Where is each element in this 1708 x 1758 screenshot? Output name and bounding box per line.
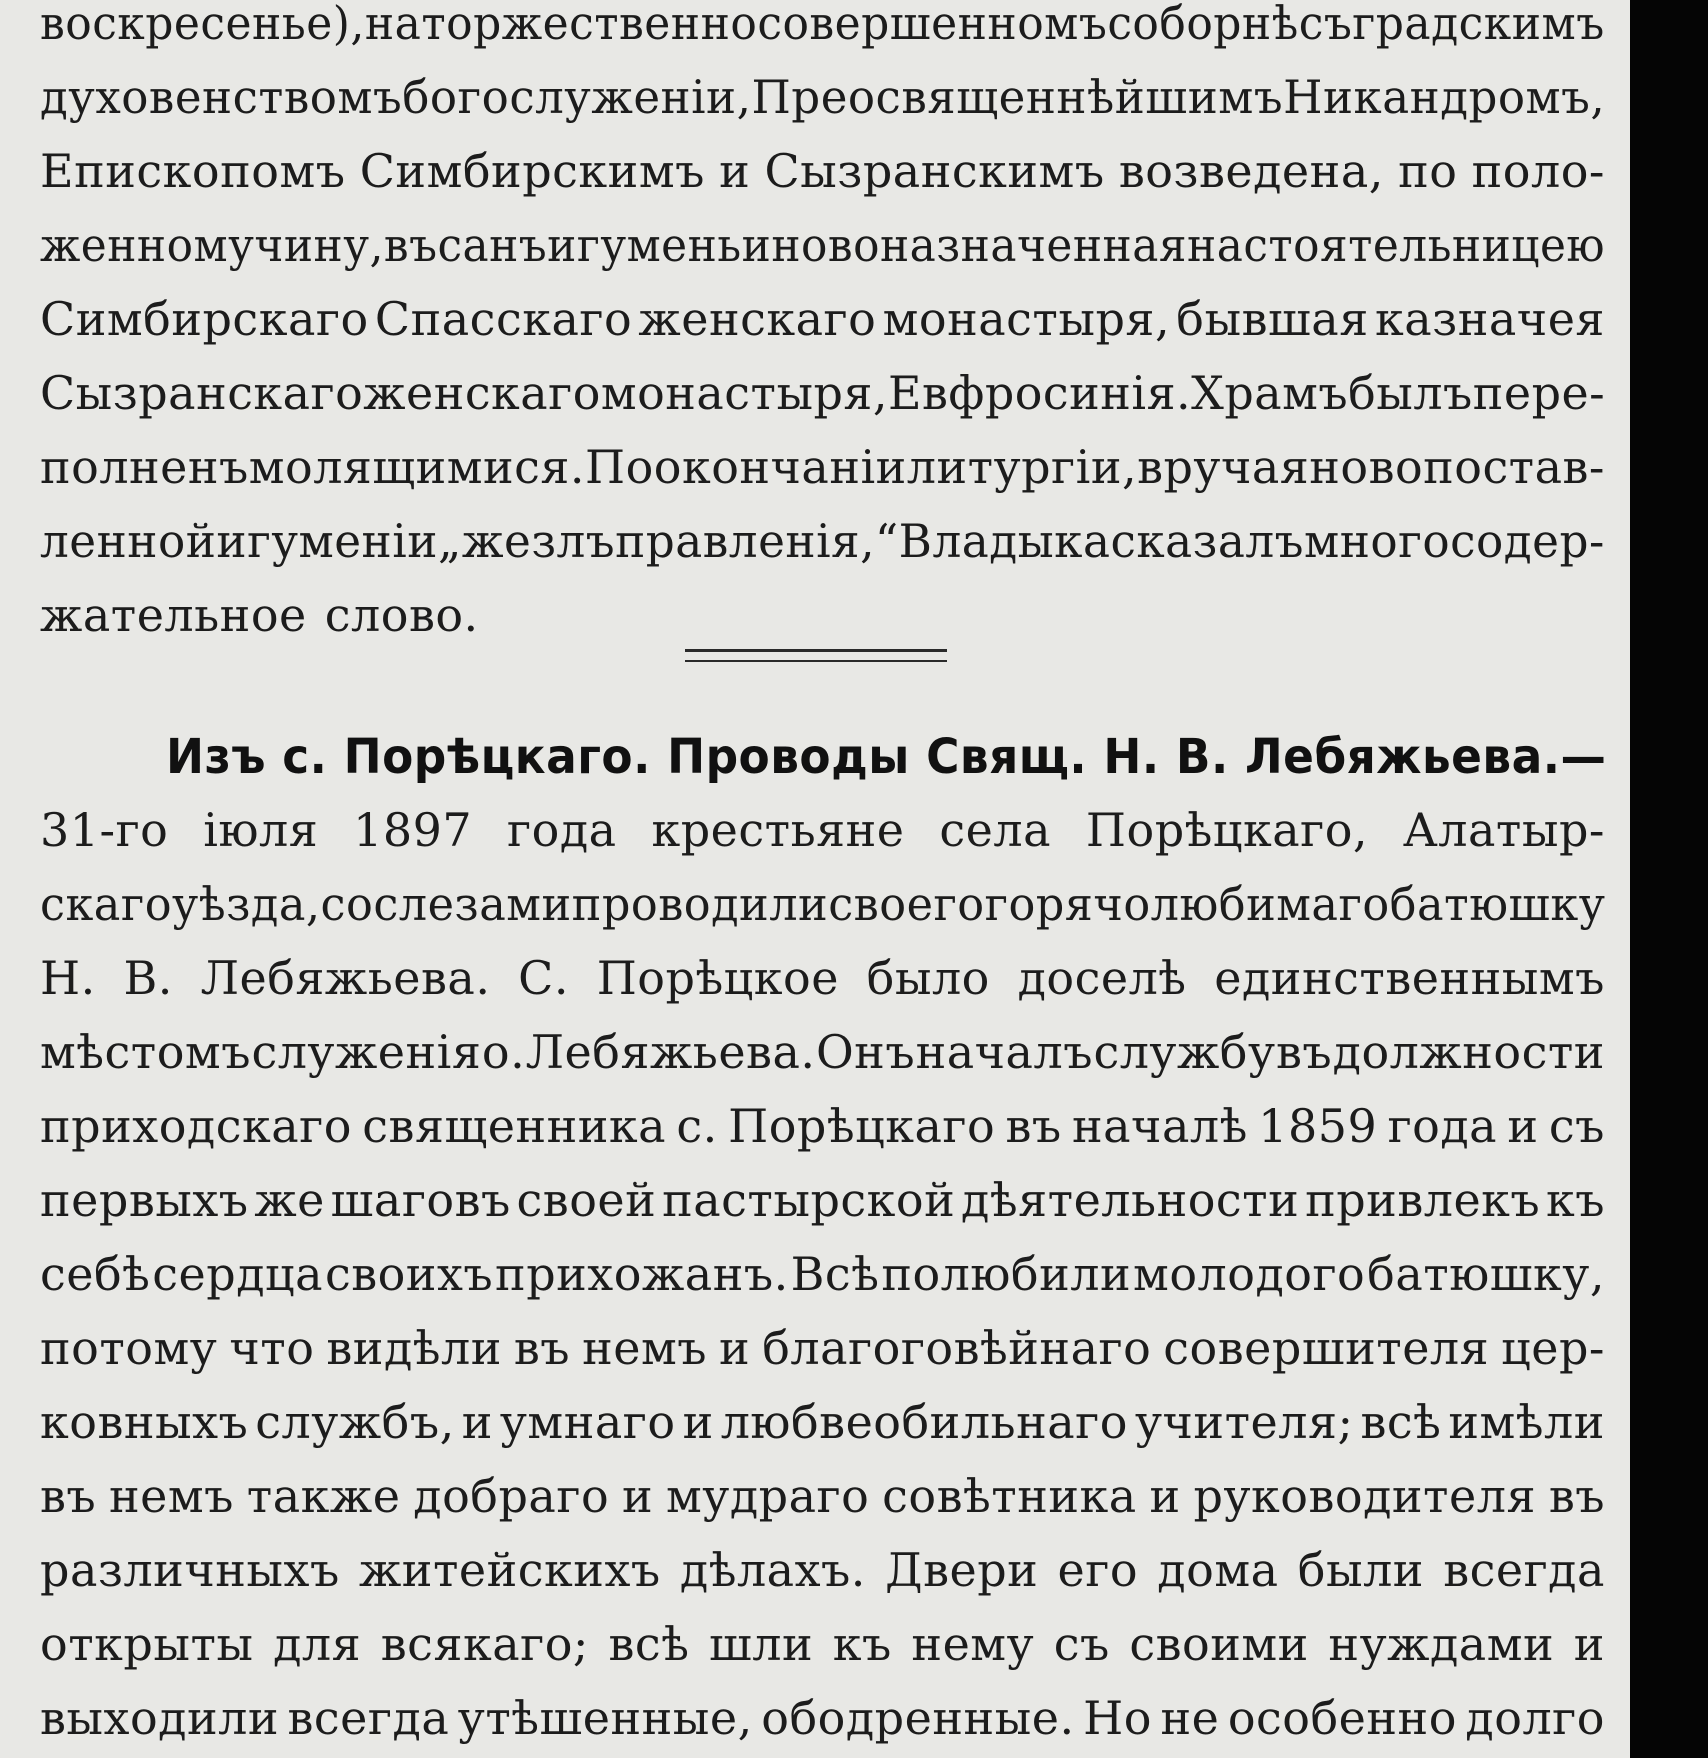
word: полюбили xyxy=(881,1247,1132,1301)
word: ободренные. xyxy=(761,1691,1075,1745)
word: Храмъ xyxy=(1191,366,1349,420)
word: женскаго xyxy=(638,292,877,346)
word: о. xyxy=(481,1025,526,1079)
word: со xyxy=(320,877,374,931)
word: съ xyxy=(1548,1099,1605,1153)
word: открыты xyxy=(40,1617,254,1671)
word: „жезлъ xyxy=(437,514,616,568)
word: вручая xyxy=(1137,440,1310,494)
page-gutter-edge xyxy=(1630,0,1708,1758)
word: соборнѣ xyxy=(1107,0,1299,50)
word: молодого xyxy=(1133,1247,1366,1301)
word: было xyxy=(866,951,990,1005)
word: В. xyxy=(123,951,173,1005)
word: его xyxy=(1057,1543,1139,1597)
word: пере- xyxy=(1472,366,1606,420)
word: Онъ xyxy=(815,1025,916,1079)
word: и xyxy=(719,144,751,198)
word: крестьяне xyxy=(651,803,905,857)
word: шаговъ xyxy=(330,1173,511,1227)
word: благоговѣйнаго xyxy=(762,1321,1152,1375)
word: уѣзда, xyxy=(172,877,321,931)
word: и xyxy=(1507,1099,1539,1153)
word: житейскихъ xyxy=(358,1543,661,1597)
word: правленія,“ xyxy=(615,514,899,568)
word: С. xyxy=(518,951,569,1005)
word: совѣтника xyxy=(882,1469,1137,1523)
word: началъ xyxy=(915,1025,1093,1079)
word: полненъ xyxy=(40,440,249,494)
text-line xyxy=(40,1543,1605,1597)
word: всѣ xyxy=(608,1617,690,1671)
word: имѣли xyxy=(1448,1395,1605,1449)
word: Никандромъ, xyxy=(1283,70,1606,124)
word: 1897 xyxy=(353,803,473,857)
word: Но xyxy=(1083,1691,1152,1745)
word: слезами xyxy=(373,877,572,931)
word: градскимъ xyxy=(1352,0,1605,50)
word: новопостав- xyxy=(1309,440,1605,494)
word: и xyxy=(1149,1469,1181,1523)
word: на xyxy=(364,0,422,50)
word: сердца xyxy=(152,1247,324,1301)
word: первыхъ xyxy=(40,1173,249,1227)
text-line xyxy=(40,1691,1605,1745)
word: жательное xyxy=(40,588,307,642)
word: многосодер- xyxy=(1303,514,1605,568)
word: села xyxy=(939,803,1052,857)
word: къ xyxy=(1545,1173,1605,1227)
word: немъ xyxy=(582,1321,708,1375)
text-line xyxy=(40,70,1606,124)
word: молящимися. xyxy=(248,440,586,494)
word: духовенствомъ xyxy=(40,70,403,124)
word: были xyxy=(1297,1543,1424,1597)
text-line xyxy=(40,292,1605,346)
word: и xyxy=(621,1469,654,1523)
word: торжественно xyxy=(421,0,758,50)
word: всегда xyxy=(287,1691,450,1745)
word: служенія xyxy=(251,1025,482,1079)
word: Н. xyxy=(40,951,96,1005)
word: приходскаго xyxy=(40,1099,352,1153)
word: Порѣцкаго xyxy=(728,1099,996,1153)
word: же xyxy=(254,1173,325,1227)
word: должности xyxy=(1332,1025,1605,1079)
word: началѣ xyxy=(1071,1099,1248,1153)
word: 31-го xyxy=(40,803,169,857)
word: мудраго xyxy=(665,1469,870,1523)
word: проводили xyxy=(571,877,829,931)
word: и xyxy=(719,1321,751,1375)
word: всякаго; xyxy=(380,1617,589,1671)
word: умнаго xyxy=(499,1395,676,1449)
word: дома xyxy=(1157,1543,1279,1597)
word: привлекъ xyxy=(1305,1173,1541,1227)
word: года xyxy=(1387,1099,1498,1153)
word: Порѣцкаго, xyxy=(1085,803,1369,857)
word: не xyxy=(1160,1691,1220,1745)
word: различныхъ xyxy=(40,1543,340,1597)
word: былъ xyxy=(1348,366,1473,420)
word: и xyxy=(682,1395,714,1449)
text-line xyxy=(40,366,1606,420)
word: воскресенье), xyxy=(40,0,365,50)
word: слово. xyxy=(324,588,479,642)
text-line xyxy=(40,1469,1605,1523)
word: всѣ xyxy=(1360,1395,1442,1449)
word: шли xyxy=(709,1617,814,1671)
text-line xyxy=(40,951,1605,1005)
text-line xyxy=(40,144,1605,198)
word: совершителя xyxy=(1163,1321,1490,1375)
word: Симбирскимъ xyxy=(359,144,705,198)
word: также xyxy=(246,1469,401,1523)
word: игуменьи xyxy=(547,218,772,272)
word: любвеобильнаго xyxy=(720,1395,1128,1449)
word: возведена, xyxy=(1118,144,1384,198)
text-line xyxy=(40,1099,1605,1153)
word: службъ, xyxy=(255,1395,455,1449)
word: службу xyxy=(1093,1025,1276,1079)
word: видѣли xyxy=(326,1321,502,1375)
text-line xyxy=(40,1247,1605,1301)
word: утѣшенные, xyxy=(457,1691,753,1745)
word: поло- xyxy=(1471,144,1605,198)
word: съ xyxy=(1298,0,1353,50)
word: цер- xyxy=(1501,1321,1605,1375)
word: монастыря, xyxy=(600,366,888,420)
word: ленной xyxy=(40,514,217,568)
word: казначея xyxy=(1374,292,1605,346)
word: доселѣ xyxy=(1017,951,1187,1005)
word: женному xyxy=(40,218,255,272)
word: сказалъ xyxy=(1110,514,1304,568)
word: своего xyxy=(828,877,985,931)
word: Епископомъ xyxy=(40,144,346,198)
word: учителя; xyxy=(1134,1395,1354,1449)
word: Спасскаго xyxy=(374,292,633,346)
word: литургіи, xyxy=(906,440,1138,494)
word: себѣ xyxy=(40,1247,151,1301)
text-line xyxy=(40,514,1605,568)
word: особенно xyxy=(1227,1691,1457,1745)
word: для xyxy=(273,1617,362,1671)
word: Евфросинія. xyxy=(887,366,1192,420)
word: По xyxy=(585,440,654,494)
word: батюшку, xyxy=(1367,1247,1605,1301)
word: окончаніи xyxy=(653,440,907,494)
word: въ xyxy=(383,218,438,272)
word: богослуженіи, xyxy=(402,70,752,124)
word: монастыря, xyxy=(882,292,1171,346)
word: единственнымъ xyxy=(1214,951,1605,1005)
word: своими xyxy=(1129,1617,1309,1671)
word: въ xyxy=(1005,1099,1062,1153)
word: 1859 xyxy=(1258,1099,1378,1153)
text-line xyxy=(40,877,1606,931)
section-divider-rule xyxy=(685,649,947,662)
word: нуждами xyxy=(1328,1617,1555,1671)
word: года xyxy=(507,803,617,857)
word: руководителя xyxy=(1193,1469,1536,1523)
word: Симбирскаго xyxy=(40,292,369,346)
word: потому xyxy=(40,1321,218,1375)
word: санъ xyxy=(437,218,548,272)
word: Двери xyxy=(885,1543,1039,1597)
word: Всѣ xyxy=(790,1247,880,1301)
word: с. xyxy=(676,1099,718,1153)
word: священника xyxy=(362,1099,667,1153)
word: въ xyxy=(40,1469,97,1523)
word: бывшая xyxy=(1176,292,1369,346)
word: іюля xyxy=(203,803,319,857)
word: совершенномъ xyxy=(757,0,1108,50)
text-line xyxy=(40,1025,1605,1079)
word: прихожанъ. xyxy=(495,1247,789,1301)
word: выходили xyxy=(40,1691,280,1745)
word: горячолюбимаго xyxy=(984,877,1390,931)
word: Алатыр- xyxy=(1402,803,1605,857)
word: Сызранскаго xyxy=(40,366,364,420)
text-line xyxy=(40,440,1605,494)
text-line xyxy=(40,1617,1605,1671)
word: и xyxy=(461,1395,493,1449)
word: въ xyxy=(1276,1025,1333,1079)
word: долго xyxy=(1465,1691,1605,1745)
word: настоятельницею xyxy=(1187,218,1606,272)
word: Лебяжьева. xyxy=(525,1025,816,1079)
word: что xyxy=(229,1321,315,1375)
word: въ xyxy=(513,1321,571,1375)
word: въ xyxy=(1548,1469,1605,1523)
word: всегда xyxy=(1443,1543,1605,1597)
word: новоназначенная xyxy=(771,218,1188,272)
word: чину, xyxy=(254,218,384,272)
word: женскаго xyxy=(363,366,601,420)
word: немъ xyxy=(109,1469,234,1523)
word: Владыка xyxy=(898,514,1111,568)
word: Порѣцкое xyxy=(596,951,839,1005)
word: своей xyxy=(516,1173,657,1227)
text-line xyxy=(40,218,1606,272)
word: нему xyxy=(911,1617,1035,1671)
text-line xyxy=(40,588,1605,642)
word: мѣстомъ xyxy=(40,1025,251,1079)
word: Сызранскимъ xyxy=(764,144,1105,198)
word: по xyxy=(1398,144,1458,198)
word: скаго xyxy=(40,877,173,931)
word: добраго xyxy=(413,1469,610,1523)
word: къ xyxy=(832,1617,892,1671)
text-line xyxy=(40,1395,1605,1449)
word: игуменіи xyxy=(216,514,438,568)
word: дѣятельности xyxy=(961,1173,1300,1227)
word: съ xyxy=(1053,1617,1110,1671)
word: Лебяжьева. xyxy=(200,951,491,1005)
word: своихъ xyxy=(324,1247,494,1301)
word: ковныхъ xyxy=(40,1395,249,1449)
text-line xyxy=(40,1173,1605,1227)
article-heading: Изъ с. Порѣцкаго. Проводы Свящ. Н. В. Лебяжьева.— xyxy=(166,729,1607,785)
text-line xyxy=(40,1321,1605,1375)
word: батюшку xyxy=(1389,877,1606,931)
word: Преосвященнѣйшимъ xyxy=(751,70,1284,124)
word: пастырской xyxy=(662,1173,956,1227)
text-line xyxy=(40,803,1605,857)
text-line xyxy=(40,0,1605,50)
word: дѣлахъ. xyxy=(679,1543,866,1597)
word: и xyxy=(1573,1617,1605,1671)
